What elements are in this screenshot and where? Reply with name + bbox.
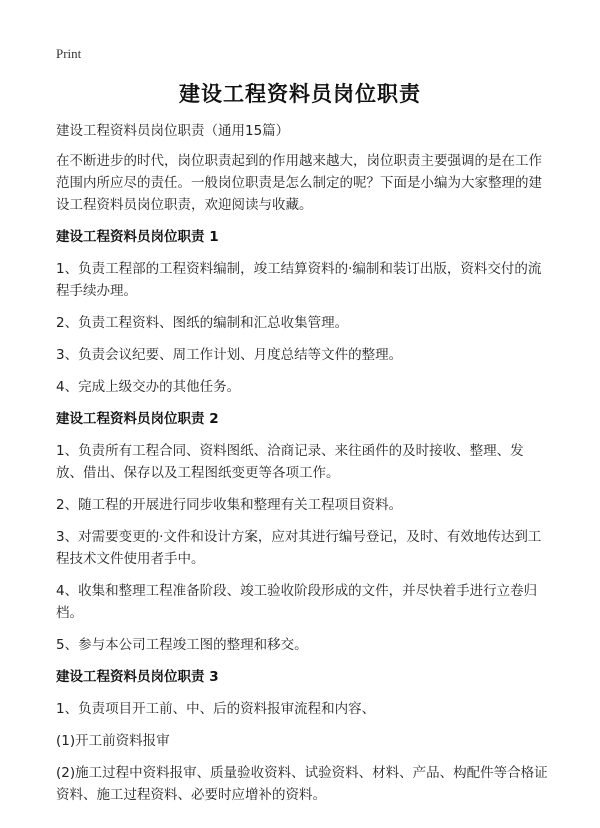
list-item: 5、参与本公司工程竣工图的整理和移交。 — [56, 637, 308, 653]
list-item: 2、负责工程资料、图纸的编制和汇总收集管理。 — [56, 315, 349, 331]
list-item: 1、负责所有工程合同、资料图纸、洽商记录、来往函件的及时接收、整理、发放、借出、保存以及工程图纸变更等各项工作。 — [56, 443, 524, 481]
document-body — [56, 120, 548, 816]
list-item: 3、对需要变更的·文件和设计方案，应对其进行编号登记，及时、有效地传达到工程技术文件使用者手中。 — [56, 529, 542, 567]
intro-paragraph: 在不断进步的时代，岗位职责起到的作用越来越大，岗位职责主要强调的是在工作范围内所应尽的责任。一般岗位职责是怎么制定的呢？下面是小编为大家整理的建设工程资料员岗位职责，欢迎阅读与收藏。 — [56, 153, 542, 213]
document-title: 建设工程资料员岗位职责 — [179, 82, 421, 106]
list-item: 4、完成上级交办的其他任务。 — [56, 379, 241, 395]
document-subtitle: 建设工程资料员岗位职责（通用15篇） — [56, 123, 290, 139]
print-label[interactable]: Print — [56, 46, 82, 61]
list-item: 3、负责会议纪要、周工作计划、月度总结等文件的整理。 — [56, 347, 403, 363]
list-item: 1、负责工程部的工程资料编制，竣工结算资料的·编制和装订出版，资料交付的流程手续办理。 — [56, 261, 542, 299]
section-heading-3: 建设工程资料员岗位职责 3 — [56, 669, 219, 685]
section-heading-2: 建设工程资料员岗位职责 2 — [56, 411, 219, 427]
list-item: (1)开工前资料报审 — [56, 733, 170, 749]
list-item: (2)施工过程中资料报审、质量验收资料、试验资料、材料、产品、构配件等合格证资料、施工过程资料、必要时应增补的资料。 — [56, 765, 548, 803]
list-item: 1、负责项目开工前、中、后的资料报审流程和内容、 — [56, 701, 376, 717]
list-item: 2、随工程的开展进行同步收集和整理有关工程项目资料。 — [56, 497, 403, 513]
section-heading-1: 建设工程资料员岗位职责 1 — [56, 229, 219, 245]
list-item: 4、收集和整理工程准备阶段、竣工验收阶段形成的文件，并尽快着手进行立卷归档。 — [56, 583, 538, 621]
